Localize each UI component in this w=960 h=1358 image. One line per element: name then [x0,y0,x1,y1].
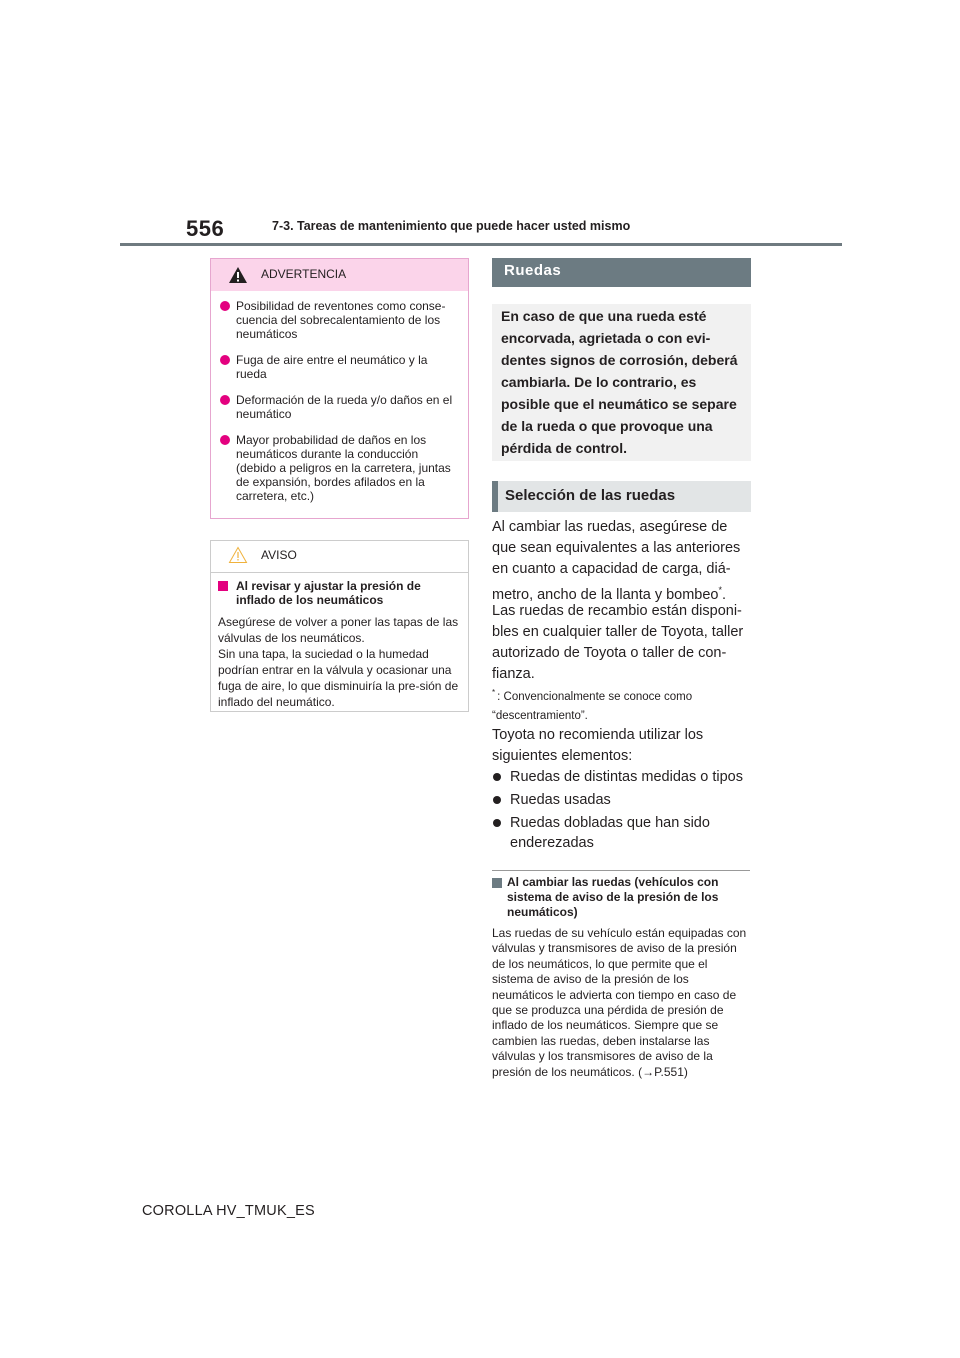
warning-item [219,433,460,503]
seleccion-heading [492,481,751,512]
warning-item-text: Deformación de la rueda y/o daños en el neumático [236,393,453,421]
list-item-text: Ruedas de distintas medidas o tipos [510,769,743,785]
seleccion-paragraph-1 [492,517,754,606]
bullet-icon [220,395,230,405]
notice-body-text-1: Asegúrese de volver a poner las tapas de las válvulas de los neumáticos. [218,615,459,645]
list-item-text: Ruedas dobladas que han sido enderezadas [510,815,710,851]
seleccion-heading-text: Selección de las ruedas [505,487,676,504]
warning-item-text: Posibilidad de reventones como conse-cuencia del sobrecalentamiento de los neumáticos [236,299,446,341]
paragraph-end: . [722,586,727,603]
seleccion-paragraph-3: Toyota no recomienda utilizar los siguientes elementos: [492,727,704,764]
paragraph-text: Al cambiar las ruedas, asegúrese de que sean equivalentes a las anteriores en cuanto a capacidad de carga, diá-metro, ancho de la llanta y bombeo [492,519,741,603]
bullet-icon [493,796,501,804]
bullet-icon [220,435,230,445]
warning-item-text: Fuga de aire entre el neumático y la rueda [236,353,428,381]
ruedas-summary-box [492,304,751,461]
ruedas-summary-text: En caso de que una rueda esté encorvada, agrietada o con evi-dentes signos de corrosión, deberá cambiarla. De lo contrario, es posible que el neumático se separe de la rueda o que provoque una pérdida de control. [501,308,738,456]
notice-subtitle [211,573,468,607]
ruedas-heading [492,258,751,287]
footnote [492,683,752,726]
warning-header [211,259,468,291]
subnote-title [492,875,750,920]
bullet-icon [493,819,501,827]
caution-triangle-icon [228,546,248,564]
list-item [492,813,740,853]
warning-item [219,393,460,421]
footnote-mark: * [492,688,496,697]
footnote-mark: * [718,585,723,595]
warning-title: ADVERTENCIA [261,267,347,281]
subnote-title-text: Al cambiar las ruedas (vehículos con sistema de aviso de la presión de los neumáticos) [507,875,719,919]
subnote-body: Las ruedas de su vehículo están equipadas con válvulas y transmisores de aviso de la presión de los neumáticos, lo que permite que el sistema de aviso de la presión de los neumáticos le advierta con tiempo en caso de que se produzca una pérdida de presión de inflado de los neumáticos. Siempre que se cambien las ruedas, deben instalarse las válvulas y los transmisores de aviso de la presión de los neumáticos. (→P.551) [492,926,747,1079]
bullet-list [492,767,754,853]
header-rule [120,243,842,246]
heading-accent-bar [492,481,498,512]
notice-body [211,607,468,710]
warning-item [219,299,460,341]
square-bullet-icon [492,878,502,888]
warning-item-text: Mayor probabilidad de daños en los neumáticos durante la conducción (debido a peligros en la carretera, juntas de expansión, bordes afilados en la carretera, etc.) [236,433,451,503]
list-item [492,790,754,810]
subnote-rule [492,870,750,871]
footer-model: COROLLA HV_TMUK_ES [142,1203,315,1219]
warning-list [211,291,468,503]
notice-box [210,540,469,712]
notice-header [211,541,468,573]
bullet-icon [220,355,230,365]
seleccion-paragraph-2: Las ruedas de recambio están disponi-bles en cualquier taller de Toyota, taller autorizado de Toyota o taller de con-fianza. [492,603,744,682]
list-item [492,767,754,787]
square-bullet-icon [218,581,228,591]
warning-item [219,353,460,381]
notice-title: AVISO [261,548,297,562]
warning-box [210,258,469,519]
notice-subtitle-text: Al revisar y ajustar la presión de inflado de los neumáticos [236,579,421,607]
ruedas-heading-text: Ruedas [504,262,562,279]
warning-triangle-icon [228,266,248,284]
bullet-icon [493,773,501,781]
list-item-text: Ruedas usadas [510,792,611,808]
notice-body-text-2: Sin una tapa, la suciedad o la humedad podrían entrar en la válvula y ocasionar una fuga de aire, lo que disminuiría la pre-sión de inflado del neumático. [218,647,459,709]
footnote-text: : Convencionalmente se conoce como “descentramiento”. [492,690,693,722]
page-number: 556 [186,216,225,241]
section-title: 7-3. Tareas de mantenimiento que puede hacer usted mismo [272,219,631,233]
bullet-icon [220,301,230,311]
